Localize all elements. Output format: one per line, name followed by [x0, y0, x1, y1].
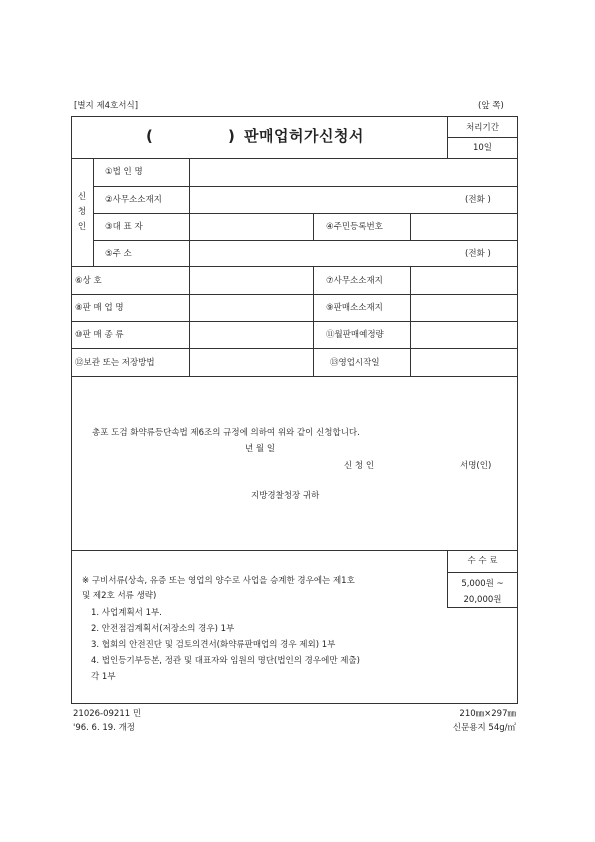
applicant-label-2: 청: [77, 207, 87, 217]
office-location-field[interactable]: [190, 187, 450, 213]
storage-method-field[interactable]: [190, 349, 312, 376]
address-field[interactable]: [190, 241, 450, 266]
fee-min: 5,000원 ~: [461, 579, 504, 589]
declaration-text: 총포 도검 화약류등단속법 제6조의 규정에 의하여 위와 같이 신청합니다.: [92, 428, 360, 438]
form-number: [별지 제4호서식]: [74, 101, 139, 111]
start-date-field[interactable]: [411, 349, 517, 376]
doc-item-4-continued: 각 1부: [91, 672, 116, 682]
fee-max: 20,000원: [463, 595, 502, 605]
storage-method-label: ⑫보관 또는 저장방법: [75, 358, 155, 368]
doc-item-3: 3. 협회의 안전진단 및 검토의견서(화약류판매업의 경우 제외) 1부: [91, 640, 336, 650]
page-title: 판매업허가신청서: [244, 127, 364, 145]
office-location2-label: ⑦사무소소재지: [326, 276, 383, 286]
resident-number-field[interactable]: [411, 214, 517, 240]
declaration-date: 년 월 일: [245, 444, 276, 454]
office-location-label: ②사무소소재지: [105, 195, 162, 205]
processing-period-value: 10일: [472, 143, 493, 153]
processing-period-label: 처리기간: [466, 123, 499, 133]
address-label: ⑤주 소: [105, 249, 132, 259]
required-docs-note-line2: 및 제2호 서류 생략): [82, 591, 157, 601]
paper-size: 210㎜×297㎜: [459, 709, 516, 719]
trade-name-field[interactable]: [190, 267, 312, 294]
start-date-label: ⑬영업시작일: [330, 358, 380, 368]
fee-label: 수 수 료: [467, 556, 498, 566]
business-name-field[interactable]: [190, 295, 312, 321]
doc-item-2: 2. 안전점검계획서(저장소의 경우) 1부: [91, 624, 235, 634]
title-paren-open: (: [146, 127, 153, 145]
resident-number-label: ④주민등록번호: [326, 222, 383, 232]
addressee: 지방경찰청장 귀하: [251, 491, 320, 501]
paper-type: 신문용지 54g/㎡: [452, 723, 516, 733]
shop-location-field[interactable]: [411, 295, 517, 321]
page-side-label: (앞 쪽): [478, 101, 504, 111]
applicant-label-3: 인: [77, 222, 87, 232]
doc-item-1: 1. 사업계획서 1부.: [91, 608, 162, 618]
office-phone-label: (전화 ): [465, 195, 491, 205]
form-code: 21026-09211 민: [73, 709, 142, 719]
business-name-label: ⑧판 매 업 명: [75, 303, 124, 313]
representative-label: ③대 표 자: [105, 222, 143, 232]
monthly-sales-label: ⑪월판매예정량: [326, 330, 384, 340]
sales-kind-label: ⑩판 매 종 류: [75, 330, 124, 340]
representative-field[interactable]: [190, 214, 312, 240]
required-docs-note-line1: ※ 구비서류(상속, 유증 또는 영업의 양수로 사업을 승계한 경우에는 제1호: [82, 576, 355, 586]
doc-item-4: 4. 법인등기부등본, 정관 및 대표자와 임원의 명단(법인의 경우에만 제출): [91, 656, 360, 666]
signature-label: 서명(인): [460, 461, 492, 471]
corp-name-label: ①법 인 명: [105, 167, 143, 177]
trade-name-label: ⑥상 호: [75, 276, 102, 286]
sales-kind-field[interactable]: [190, 322, 312, 348]
corp-name-field[interactable]: [190, 159, 517, 186]
monthly-sales-field[interactable]: [411, 322, 517, 348]
shop-location-label: ⑨판매소소재지: [326, 303, 383, 313]
revision-date: '96. 6. 19. 개정: [73, 723, 136, 733]
declaration-applicant-label: 신 청 인: [344, 461, 375, 471]
title-paren-close: ): [228, 127, 235, 145]
applicant-label-1: 신: [77, 192, 87, 202]
office-location2-field[interactable]: [411, 267, 517, 294]
address-phone-label: (전화 ): [465, 249, 491, 259]
